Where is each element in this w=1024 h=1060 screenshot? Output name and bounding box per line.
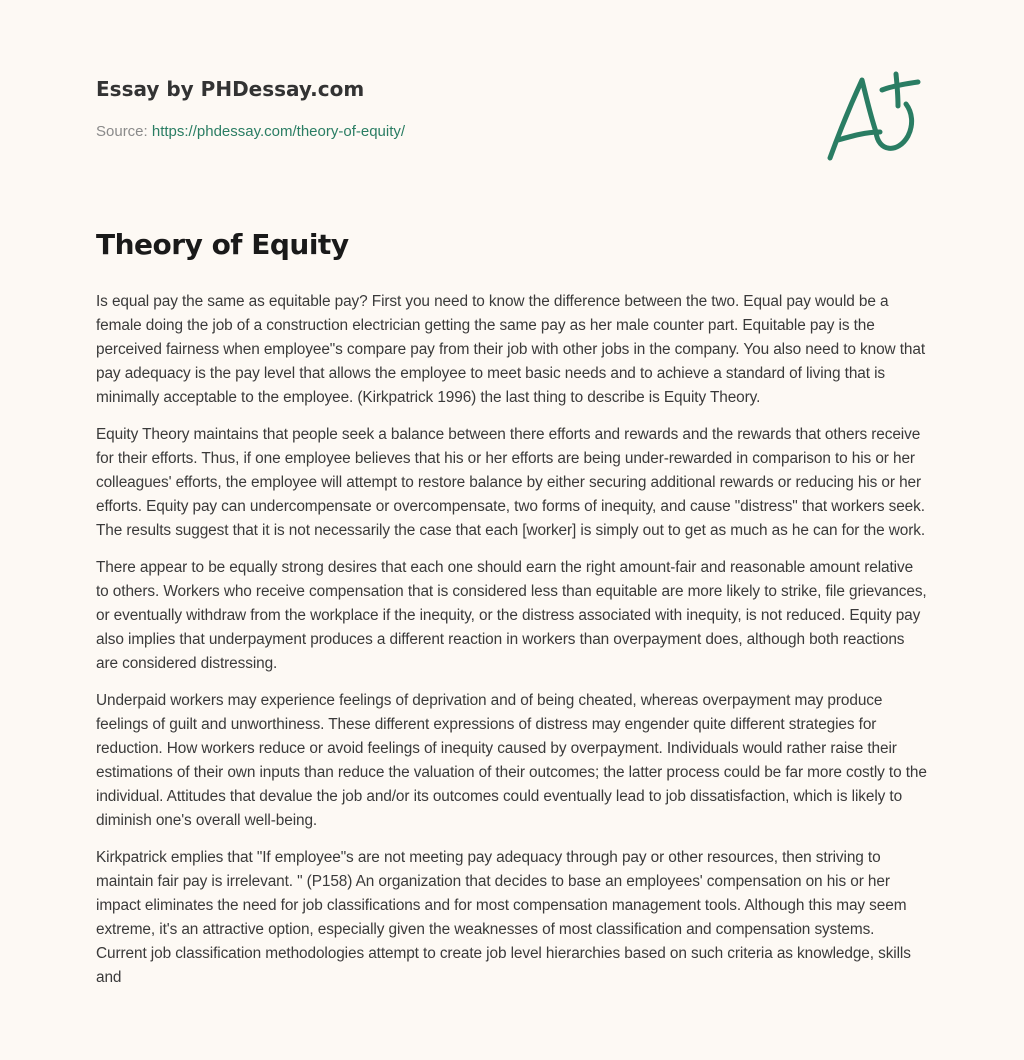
source-line	[96, 122, 926, 142]
site-title: Essay by PHDessay.com	[96, 77, 365, 101]
a-plus-grade-icon	[820, 66, 930, 166]
page-header	[96, 74, 926, 142]
paragraph: Kirkpatrick emplies that "If employee"s are not meeting pay adequacy through pay or other resources, then striving to maintain fair pay is irrelevant. " (P158) An organization that decides to base an employees' compensation on his or her impact eliminates the need for job classifications and for most compensation management tools. Although this may seem extreme, it's an attractive option, especially given the weaknesses of most classification and compensation systems. Current job classification methodologies attempt to create job level hierarchies based on such criteria as knowledge, skills and	[96, 849, 911, 986]
paragraph: Is equal pay the same as equitable pay? First you need to know the difference between the two. Equal pay would be a female doing the job of a construction electrician getting the same pay as her male counter part. Equitable pay is the perceived fairness when employee"s compare pay from their job with other jobs in the company. You also need to know that pay adequacy is the pay level that allows the employee to meet basic needs and to achieve a standard of living that is minimally acceptable to the employee. (Kirkpatrick 1996) the last thing to describe is Equity Theory.	[96, 293, 926, 406]
paragraph: There appear to be equally strong desires that each one should earn the right amount-fair and reasonable amount relative to others. Workers who receive compensation that is considered less than equitable are more likely to strike, file grievances, or eventually withdraw from the workplace if the inequity, or the distress associated with inequity, is not reduced. Equity pay also implies that underpayment produces a different reaction in workers than overpayment does, although both reactions are considered distressing.	[96, 559, 927, 672]
essay-content	[96, 226, 928, 1003]
paragraph: Underpaid workers may experience feelings of deprivation and of being cheated, whereas overpayment may produce feelings of guilt and unworthiness. These different expressions of distress may engender quite different strategies for reduction. How workers reduce or avoid feelings of inequity caused by overpayment. Individuals would rather raise their estimations of their own inputs than reduce the valuation of their outcomes; the latter process could be far more costly to the individual. Attitudes that devalue the job and/or its outcomes could eventually lead to job dissatisfaction, which is likely to diminish one's overall well-being.	[96, 692, 927, 829]
source-label: Source:	[96, 123, 148, 140]
document-title: Theory of Equity	[96, 228, 349, 261]
source-link[interactable]: https://phdessay.com/theory-of-equity/	[151, 123, 406, 140]
paragraph: Equity Theory maintains that people seek a balance between there efforts and rewards and the rewards that others receive for their efforts. Thus, if one employee believes that his or her efforts are being under-rewarded in comparison to his or her colleagues' efforts, the employee will attempt to restore balance by either securing additional rewards or reducing his or her efforts. Equity pay can undercompensate or overcompensate, two forms of inequity, and cause "distress" that workers seek. The results suggest that it is not necessarily the case that each [worker] is simply out to get as much as he can for the work.	[96, 426, 926, 539]
